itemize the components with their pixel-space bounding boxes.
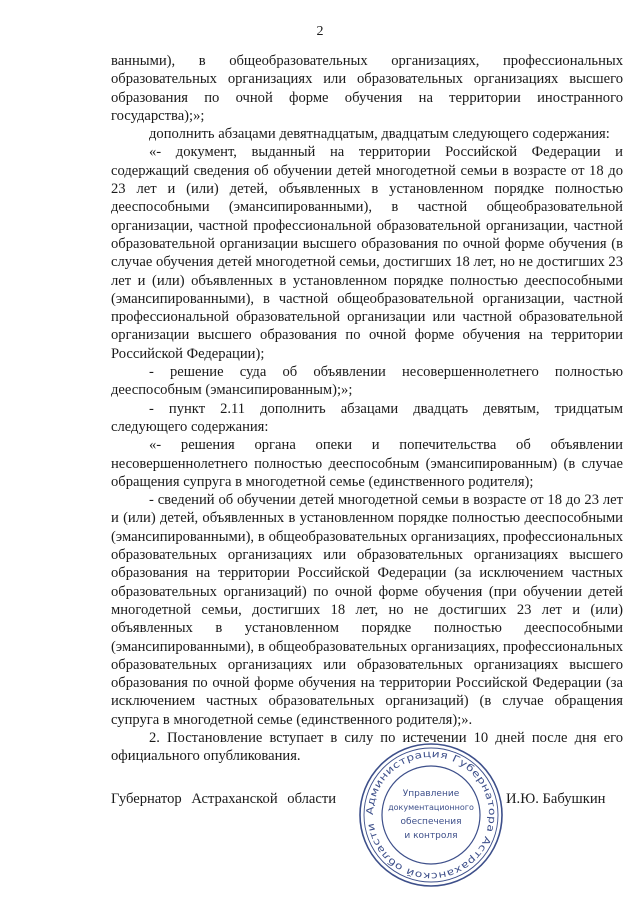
signer-name: И.Ю. Бабушкин: [506, 791, 606, 807]
stamp-line-1: Управление: [402, 789, 460, 799]
stamp-line-2: документационного: [388, 803, 474, 812]
paragraph-6: «- решения органа опеки и попечительства об объявлении несовершеннолетнего полностью дееспособным (эмансипированным) (в случае обращения супруга в многодетной семье (единственного родителя);: [111, 437, 623, 490]
official-stamp: [356, 740, 506, 890]
document-body: [111, 52, 623, 766]
stamp-line-3: обеспечения: [400, 817, 462, 827]
signature-block: [0, 740, 640, 890]
paragraph-5: - пункт 2.11 дополнить абзацами двадцать девятым, тридцатым следующего содержания:: [111, 400, 623, 435]
paragraph-7: - сведений об обучении детей многодетной семьи в возрасте от 18 до 23 лет и (или) детей, объявленных в установленном порядке полностью дееспособными (эмансипированными), в общеобразовательных организациях, профессиональных образовательных организациях или образовательных организациях высшего образования на территории Российской Федерации (за исключением частных образовательных организаций) по очной форме обучения (при обучении детей многодетной семьи, достигших 18 лет, но не достигших 23 лет и (или) объявленных в установленном порядке полностью дееспособными (эмансипированными), в общеобразовательных организациях, профессиональных образовательных организациях или образовательных организациях высшего образования по очной форме обучения на территории Российской Федерации (за исключением частных образовательных организаций) (в случае обращения супруга в многодетной семье (единственного родителя);».: [111, 492, 623, 728]
paragraph-3: «- документ, выданный на территории Российской Федерации и содержащий сведения об обучении детей многодетной семьи в возрасте от 18 до 23 лет и (или) детей, объявленных в установленном порядке полностью дееспособными (эмансипированными), в частной общеобразовательной организации, частной профессиональной образовательной организации, частной образовательной организации высшего образования по очной форме обучения (в случае обучения детей многодетной семьи, достигших 18 лет, но не достигших 23 лет и (или) объявленных в установленном порядке полностью дееспособными (эмансипированными), в частной общеобразовательной организации, частной профессиональной образовательной организации или частной образовательной организации высшего образования по очной форме обучения на территории Российской Федерации);: [111, 144, 623, 362]
stamp-ring-text: Администрация Губернатора Астраханской области: [364, 748, 498, 882]
page-number: 2: [316, 24, 324, 39]
paragraph-4: - решение суда об объявлении несовершеннолетнего полностью дееспособным (эмансипированным);»;: [111, 364, 623, 399]
paragraph-1: ванными), в общеобразовательных организациях, профессиональных образовательных организациях или образовательных организациях высшего образования по очной форме обучения на территории иностранного государства);»;: [111, 53, 623, 124]
stamp-line-4: и контроля: [404, 831, 458, 841]
paragraph-2: дополнить абзацами девятнадцатым, двадцатым следующего содержания:: [149, 126, 610, 143]
paragraph-8: 2. Постановление вступает в силу по истечении 10 дней после дня его официального опубликования.: [111, 729, 623, 765]
signer-title: Губернатор Астраханской области: [111, 791, 337, 807]
